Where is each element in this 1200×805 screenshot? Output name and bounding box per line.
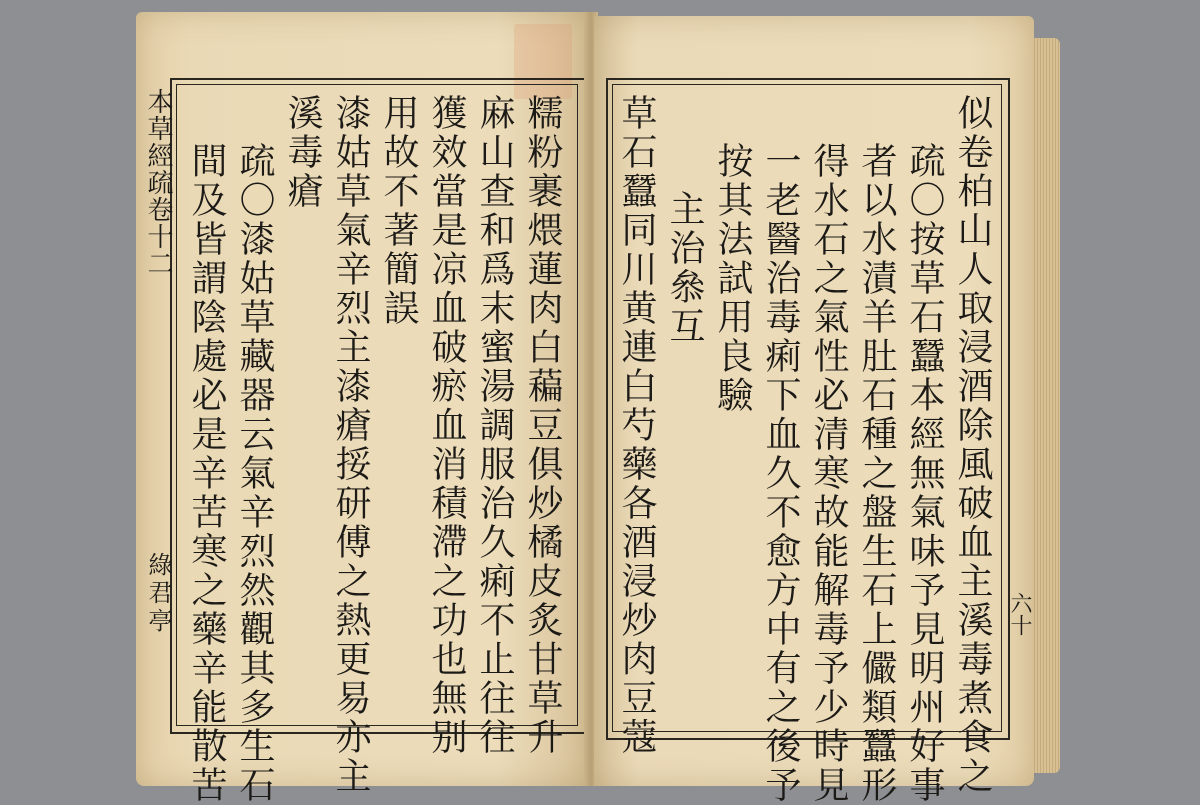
text-column: 糯粉裹煨蓮肉白藊豆俱炒橘皮炙甘草升 xyxy=(522,94,563,757)
page-edges xyxy=(1032,38,1060,773)
text-column: 間及皆謂陰處必是辛苦寒之藥辛能散苦 xyxy=(186,142,227,805)
right-page xyxy=(594,16,1034,805)
text-column: 用故不著簡誤 xyxy=(378,94,419,328)
text-column: 漆姑草氣辛烈主漆瘡挼研傅之熱更易亦主 xyxy=(330,94,371,796)
page-number: 六十 xyxy=(1007,592,1032,636)
text-column: 草石蠶同川黄連白芍藥各酒浸炒肉豆蔻 xyxy=(616,94,657,757)
text-column: 按其法試用良驗 xyxy=(712,142,753,415)
right-text-area xyxy=(616,94,996,805)
text-column: 麻山查和爲末蜜湯調服治久痢不止往往 xyxy=(474,94,515,757)
margin-title: 本草經疏卷十二 xyxy=(143,88,173,277)
text-column: 疏〇漆姑草藏器云氣辛烈然觀其多生石 xyxy=(234,142,275,805)
text-column: 得水石之氣性必清寒故能解毒予少時見 xyxy=(808,142,849,805)
text-column: 似卷柏山人取浸酒除風破血主溪毒煮食之 xyxy=(952,94,993,796)
text-column: 一老醫治毒痢下血久不愈方中有之後予 xyxy=(760,142,801,805)
left-text-area xyxy=(182,94,570,805)
publisher-mark: 綠君亭 xyxy=(144,552,172,636)
text-column: 者以水漬羊肚石種之盤生石上儼類蠶形 xyxy=(856,142,897,805)
left-page xyxy=(136,12,588,805)
text-column: 疏〇按草石蠶本經無氣味予見明州好事 xyxy=(904,142,945,805)
open-book xyxy=(128,8,1068,805)
text-column: 獲效當是凉血破瘀血消積滯之功也無别 xyxy=(426,94,467,757)
text-column: 主治叅互 xyxy=(664,190,705,346)
text-column: 溪毒瘡 xyxy=(282,94,323,211)
